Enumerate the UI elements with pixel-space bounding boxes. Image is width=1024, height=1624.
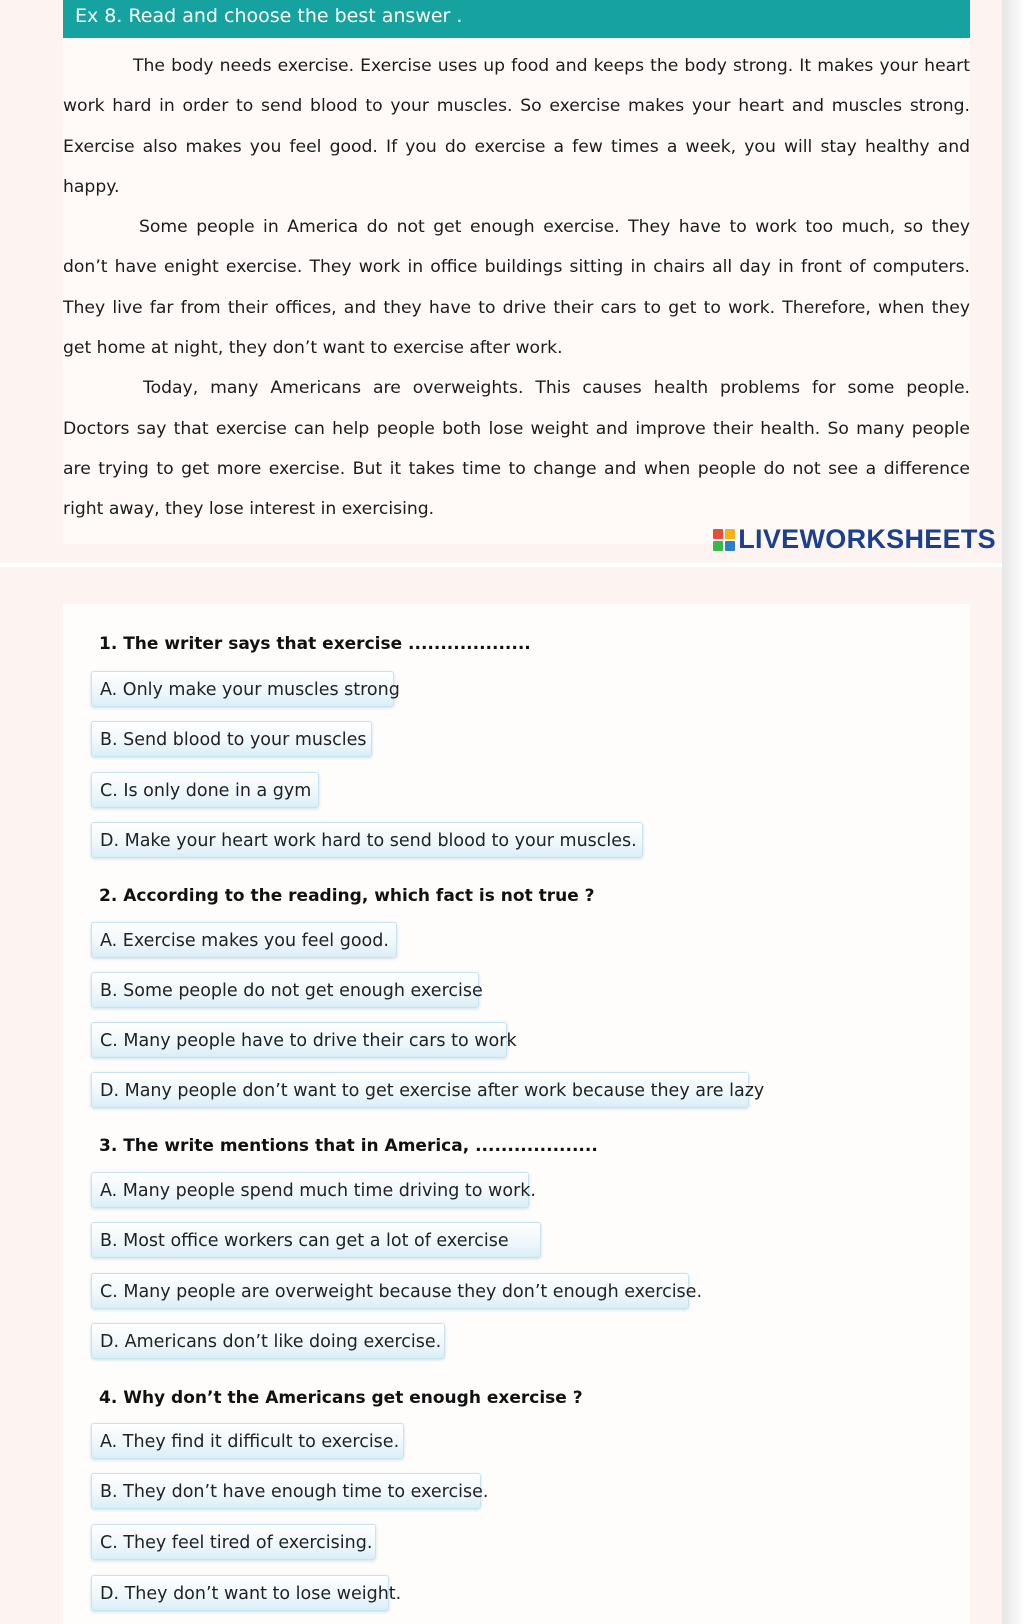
q3-option-b[interactable]: B. Most office workers can get a lot of exercise <box>91 1222 541 1258</box>
question-1: 1. The writer says that exercise ................... <box>99 634 531 654</box>
q2-option-a[interactable]: A. Exercise makes you feel good. <box>91 922 397 958</box>
q1-option-a[interactable]: A. Only make your muscles strong <box>91 671 394 707</box>
q1-option-c[interactable]: C. Is only done in a gym <box>91 772 319 808</box>
q2-option-b[interactable]: B. Some people do not get enough exercise <box>91 972 479 1008</box>
liveworksheets-wordmark: LIVEWORKSHEETS <box>738 524 996 554</box>
q1-option-d[interactable]: D. Make your heart work hard to send blood to your muscles. <box>91 822 643 858</box>
quiz-section <box>63 604 970 1624</box>
question-3: 3. The write mentions that in America, ................... <box>99 1136 598 1156</box>
q3-option-a[interactable]: A. Many people spend much time driving to work. <box>91 1172 529 1208</box>
question-2: 2. According to the reading, which fact is not true ? <box>99 886 595 906</box>
q4-option-d[interactable]: D. They don’t want to lose weight. <box>91 1575 389 1611</box>
q2-option-c[interactable]: C. Many people have to drive their cars to work <box>91 1022 507 1058</box>
q4-option-b[interactable]: B. They don’t have enough time to exercise. <box>91 1473 481 1509</box>
reading-passage <box>63 38 970 544</box>
section-divider <box>0 563 1002 567</box>
q2-option-d[interactable]: D. Many people don’t want to get exercise after work because they are lazy <box>91 1072 749 1108</box>
reading-paragraph-1: The body needs exercise. Exercise uses up food and keeps the body strong. It makes your heart work hard in order to send blood to your muscles. So exercise makes your heart and muscles strong. Exercise also makes you feel good. If you do exercise a few times a week, you will stay healthy and happy. <box>63 56 970 197</box>
q4-option-a[interactable]: A. They find it difficult to exercise. <box>91 1423 404 1459</box>
q3-option-c[interactable]: C. Many people are overweight because they don’t enough exercise. <box>91 1273 689 1309</box>
liveworksheets-logo <box>713 524 996 555</box>
reading-sheet <box>63 0 970 544</box>
reading-paragraph-3: Today, many Americans are overweights. This causes health problems for some people. Doctors say that exercise can help people both lose weight and improve their health. So many people are trying to get more exercise. But it takes time to change and when people do not see a difference right away, they lose interest in exercising. <box>63 378 970 520</box>
reading-paragraph-2: Some people in America do not get enough exercise. They have to work too much, so they don’t have enight exercise. They work in office buildings sitting in chairs all day in front of computers. They live far from their offices, and they have to drive their cars to get to work. Therefore, when they get home at night, they don’t want to exercise after work. <box>63 217 970 359</box>
q1-option-b[interactable]: B. Send blood to your muscles <box>91 721 372 757</box>
question-4: 4. Why don’t the Americans get enough exercise ? <box>99 1388 583 1408</box>
right-edge-shadow <box>1002 0 1024 1624</box>
q3-option-d[interactable]: D. Americans don’t like doing exercise. <box>91 1323 445 1359</box>
exercise-title: Ex 8. Read and choose the best answer . <box>63 0 970 38</box>
q4-option-c[interactable]: C. They feel tired of exercising. <box>91 1524 376 1560</box>
liveworksheets-logo-icon <box>713 529 735 551</box>
